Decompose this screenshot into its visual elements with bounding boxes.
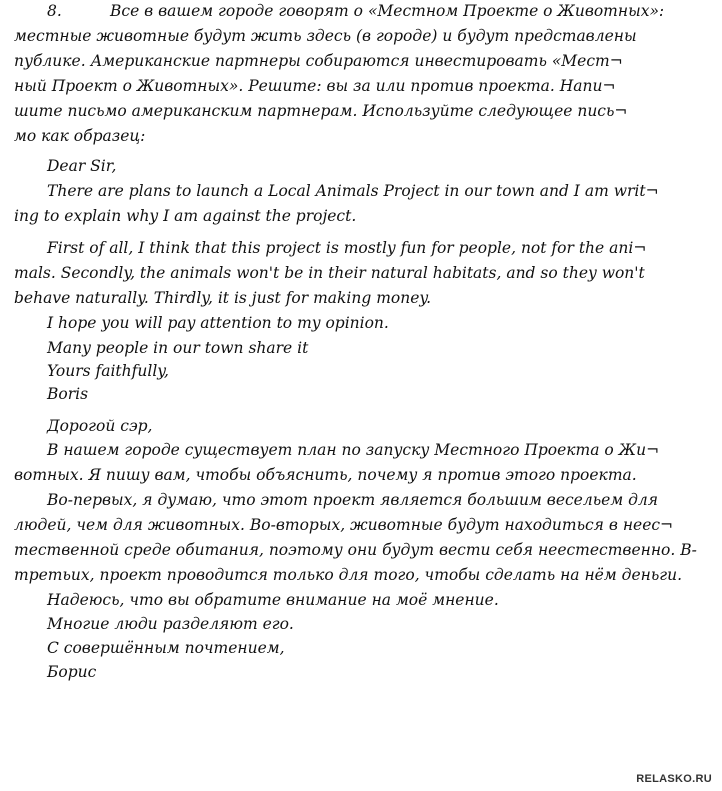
task-line-4: ный Проект о Животных». Решите: вы за или против проекта. Напи¬ (14, 77, 616, 95)
letter-ru-greeting: Дорогой сэр, (47, 417, 153, 435)
letter-ru-p1-line-2: вотных. Я пишу вам, чтобы объяснить, почему я против этого проекта. (14, 466, 637, 484)
task-line-3: публике. Американские партнеры собираются инвестировать «Мест¬ (14, 52, 623, 70)
letter-ru-closing: С совершённым почтением, (47, 639, 285, 657)
task-number: 8. (47, 2, 62, 20)
site-watermark: RELASKO.RU (636, 773, 712, 785)
letter-en-greeting: Dear Sir, (47, 157, 117, 175)
letter-ru-p3: Надеюсь, что вы обратите внимание на моё мнение. (47, 591, 499, 609)
task-line-1: Все в вашем городе говорят о «Местном Проекте о Животных»: (110, 2, 665, 20)
letter-en-p2-line-2: mals. Secondly, the animals won't be in their natural habitats, and so they won't (14, 264, 645, 282)
letter-en-signature: Boris (47, 385, 89, 403)
task-line-5: шите письмо американским партнерам. Используйте следующее пись¬ (14, 102, 628, 120)
letter-en-p4: Many people in our town share it (47, 339, 309, 357)
letter-en-p1-line-1: There are plans to launch a Local Animals Project in our town and I am writ¬ (47, 182, 659, 200)
letter-ru-signature: Борис (47, 663, 97, 681)
task-line-2: местные животные будут жить здесь (в городе) и будут представлены (14, 27, 637, 45)
letter-en-p3: I hope you will pay attention to my opinion. (47, 314, 389, 332)
letter-en-p1-line-2: ing to explain why I am against the project. (14, 207, 357, 225)
letter-en-p2-line-1: First of all, I think that this project is mostly fun for people, not for the ani¬ (47, 239, 647, 257)
letter-ru-p1-line-1: В нашем городе существует план по запуску Местного Проекта о Жи¬ (47, 441, 660, 459)
letter-ru-p2-line-2: людей, чем для животных. Во-вторых, животные будут находиться в неес¬ (14, 516, 674, 534)
letter-en-p2-line-3: behave naturally. Thirdly, it is just for making money. (14, 289, 432, 307)
letter-ru-p2-line-3: тественной среде обитания, поэтому они будут вести себя неестественно. В- (14, 541, 697, 559)
letter-ru-p4: Многие люди разделяют его. (47, 615, 294, 633)
letter-ru-p2-line-1: Во-первых, я думаю, что этот проект является большим весельем для (47, 491, 659, 509)
letter-en-closing: Yours faithfully, (47, 362, 169, 380)
letter-ru-p2-line-4: третьих, проект проводится только для того, чтобы сделать на нём деньги. (14, 566, 683, 584)
task-line-6: мо как образец: (14, 127, 146, 145)
